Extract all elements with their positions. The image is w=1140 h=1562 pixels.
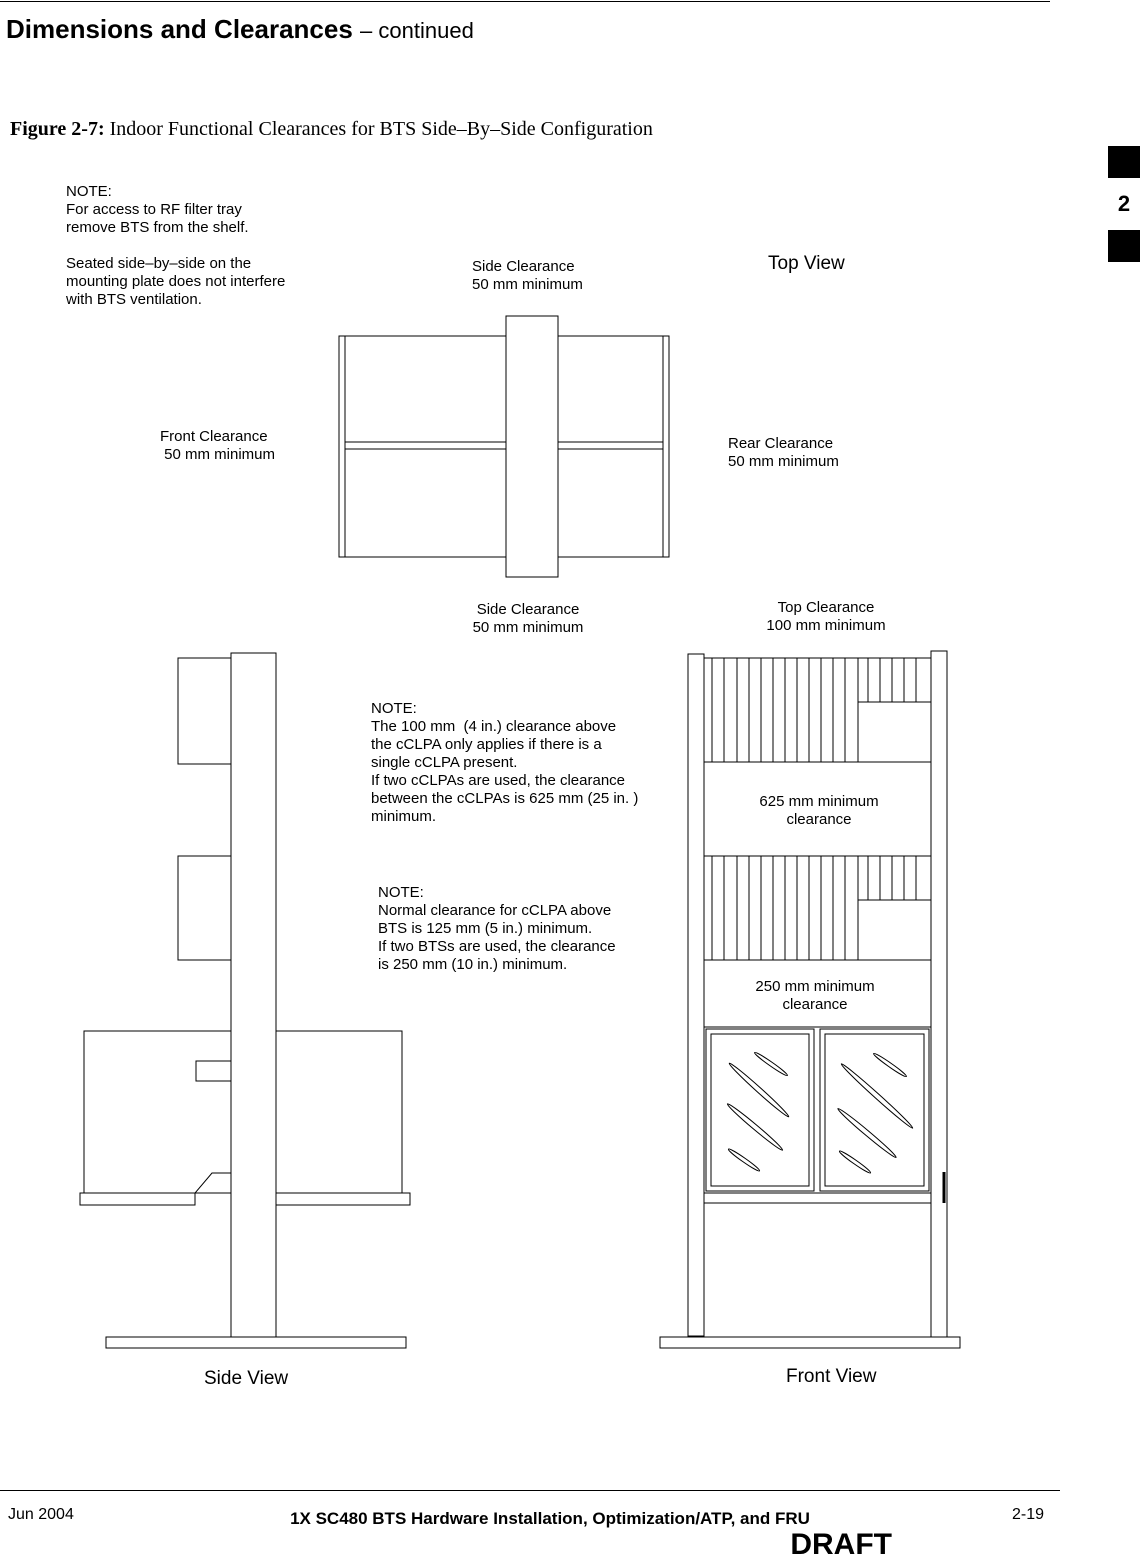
figure-caption-text: Indoor Functional Clearances for BTS Side–By–Side Configuration [109,118,653,140]
label-625mm-clearance: 625 mm minimum clearance [759,793,879,828]
footer-rule [0,1490,1060,1491]
front-view-base [660,1337,960,1348]
side-view-cclpa-upper [178,658,231,764]
side-view-cclpa-lower [178,856,231,960]
front-view-title: Front View [786,1366,877,1387]
side-view-bts-rear [276,1031,402,1193]
side-view-base [106,1337,406,1348]
front-view-bts-left [706,1029,814,1191]
top-view-bts-lower [345,449,663,557]
front-view-right-rail [931,651,947,1337]
top-view-outline [339,336,669,557]
header-continued: – continued [360,18,474,43]
cclpa-lower-fins [712,856,916,960]
footer-title: 1X SC480 BTS Hardware Installation, Optimization/ATP, and FRU [290,1509,810,1528]
side-view-pole [231,653,276,1337]
side-view-drawing [80,653,410,1348]
front-view-cclpa-upper [704,658,931,762]
label-top-clearance: Top Clearance 100 mm minimum [766,599,886,634]
label-rear-clearance: Rear Clearance 50 mm minimum [728,435,839,470]
front-view-cclpa-lower [704,856,931,960]
figure-number: Figure 2-7: [10,118,105,140]
footer-page-number: 2-19 [1012,1506,1045,1523]
label-front-clearance: Front Clearance 50 mm minimum [160,428,276,463]
side-view-bts-front [84,1031,231,1193]
footer-date: Jun 2004 [8,1506,74,1523]
label-side-clearance-top: Side Clearance 50 mm minimum [472,258,583,293]
side-view-title: Side View [204,1368,289,1389]
header-title: Dimensions and Clearances [6,14,353,44]
chapter-number: 2 [1117,191,1131,216]
label-250mm-clearance: 250 mm minimum clearance [755,978,875,1013]
label-side-clearance-bottom: Side Clearance 50 mm minimum [472,601,584,636]
side-view-shelf-left [80,1193,195,1205]
note-cclpa-normal: NOTE: Normal clearance for cCLPA above BTS is 125 mm (5 in.) minimum. If two BTSs are used, the clearance is 250 mm (10 in.) minimum. [378,884,616,973]
cclpa-upper-fins [712,658,916,762]
note-cclpa-100mm: NOTE: The 100 mm (4 in.) clearance above the cCLPA only applies if there is a single cCLPA present. If two cCLPAs are used, the clearance between the cCLPAs is 625 mm (25 in. ) minimum. [371,700,639,825]
note-rf-filter-tray: NOTE: For access to RF filter tray remove BTS from the shelf. Seated side–by–side on the mounting plate does not interfere with BTS ventilation. [66,183,286,308]
top-view-drawing [339,316,669,577]
footer-draft-mark: DRAFT [790,1528,892,1561]
top-view-mounting-plate [506,316,558,577]
top-view-title: Top View [768,253,845,274]
front-view-left-rail [688,654,704,1336]
side-view-handle [196,1061,231,1081]
side-view-shelf-right [276,1193,410,1205]
top-view-bts-upper [345,336,663,442]
